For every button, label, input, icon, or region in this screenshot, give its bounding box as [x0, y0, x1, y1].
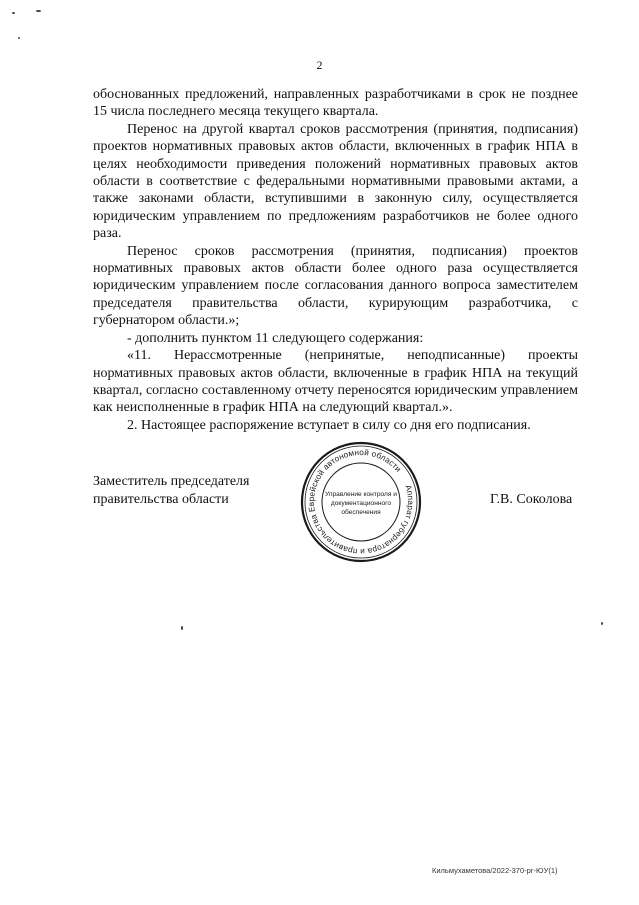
paragraph-effective-date: 2. Настоящее распоряжение вступает в силу со дня его подписания. [127, 417, 531, 433]
scan-speck [181, 626, 183, 630]
stamp-center-line2: документационного [330, 500, 392, 507]
scan-speck [18, 37, 20, 39]
scan-speck [12, 12, 15, 14]
paragraph-amendment-intro: - дополнить пунктом 11 следующего содержания: [127, 330, 424, 346]
paragraph-clause-11: «11. Нерассмотренные (непринятые, неподписанные) проекты нормативных правовых актов области, включенные в график НПА на текущий квартал, согласно составленному отчету переносятся юридическим управлением как неисполненные в график НПА на следующий квартал.». [93, 348, 578, 416]
paragraph-transfer-more: Перенос сроков рассмотрения (принятия, подписания) проектов нормативных правовых актов области более одного раза осуществляется юридическим управлением после согласования данного вопроса заместителем председателя правительства области, курирующим разработчика, с губернатором области.»; [93, 243, 578, 329]
scan-speck [36, 10, 41, 12]
signatory-position [93, 473, 249, 509]
signatory-position-line1: Заместитель председателя [93, 474, 250, 489]
signatory-position-line2: правительства области [93, 492, 229, 507]
stamp-ring-text: Аппарат губернатора и правительства Еврейской автономной области [306, 447, 416, 557]
paragraph-continuation: обоснованных предложений, направленных разработчиками в срок не позднее 15 числа последнего месяца текущего квартала. [93, 87, 578, 120]
official-stamp [299, 440, 423, 564]
page-number: 2 [316, 58, 323, 72]
footer-document-reference: Кильмухаметова/2022-370-рг-ЮУ(1) [432, 866, 558, 875]
signatory-name: Г.В. Соколова [490, 492, 573, 507]
stamp-center-line3: обеспечения [341, 509, 381, 516]
paragraph-transfer-once: Перенос на другой квартал сроков рассмотрения (принятия, подписания) проектов нормативных правовых актов области, включенных в график НПА в целях необходимости приведения положений нормативных правовых актов области в соответствие с федеральными нормативными правовыми актами, а также законами области, вступившими в законную силу, осуществляется юридическим управлением по предложениям разработчиков не более одного раза. [93, 121, 578, 242]
document-body [93, 86, 578, 434]
scan-speck [601, 622, 603, 625]
stamp-center-line1: Управление контроля и [325, 491, 397, 498]
